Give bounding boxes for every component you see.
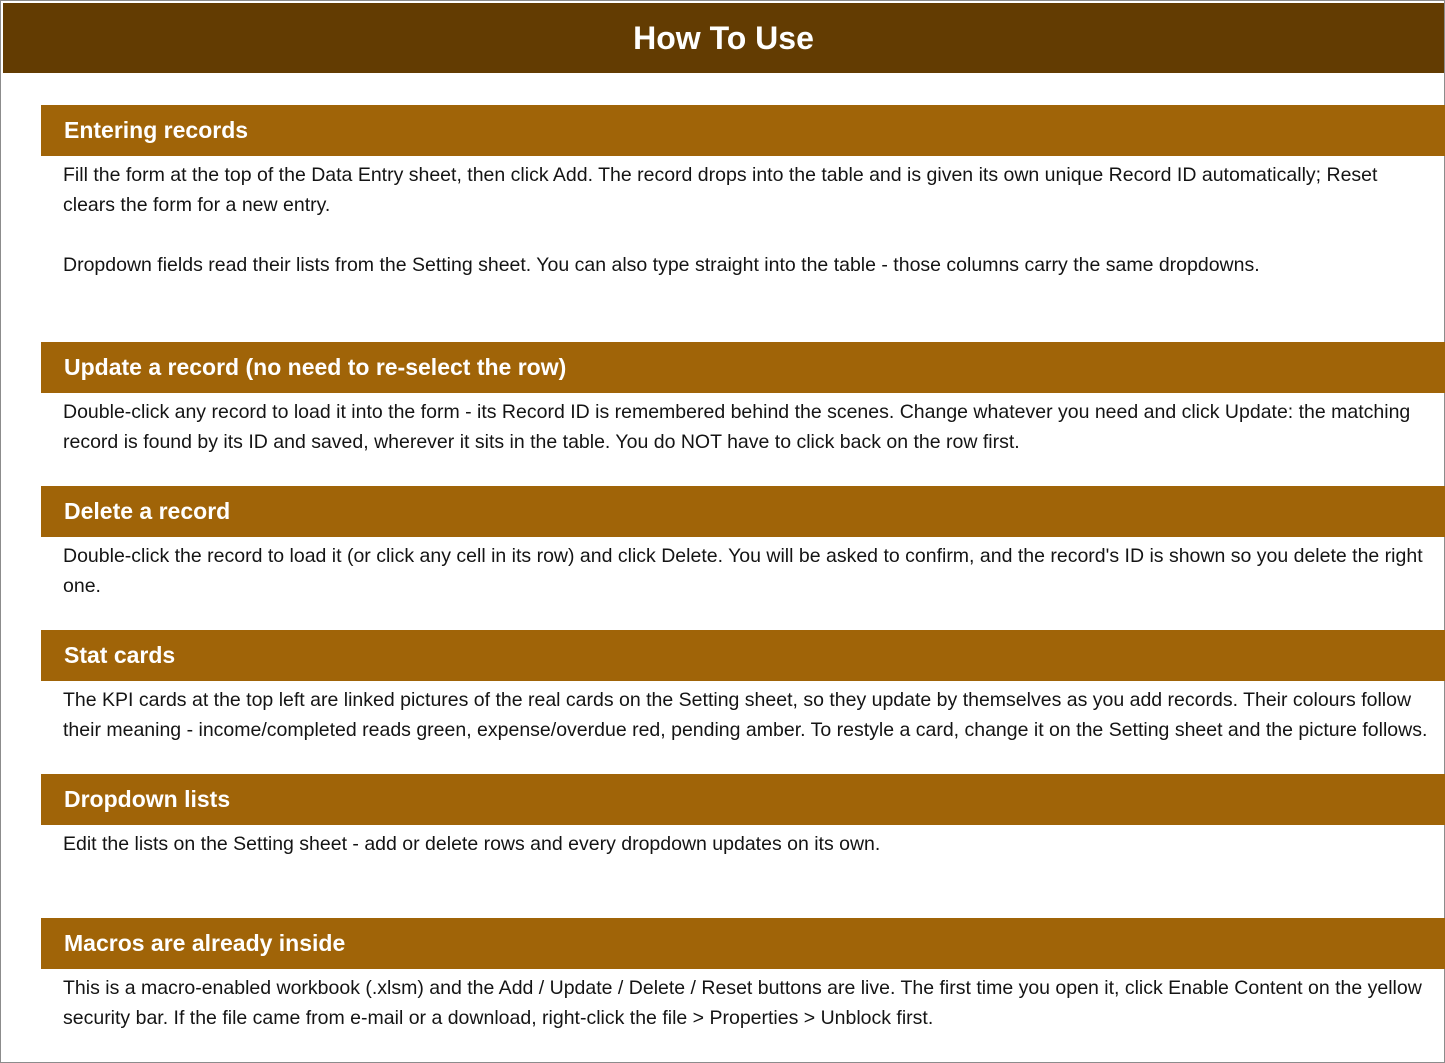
section-heading: Dropdown lists [64,786,231,812]
section-paragraph: Edit the lists on the Setting sheet - add or delete rows and every dropdown updates on its own. [63,833,881,855]
section-paragraph: The KPI cards at the top left are linked pictures of the real cards on the Setting sheet, so they update by themselves as you add records. Their colours follow their meaning - income/completed reads green, expense/overdue red, pending amber. To restyle a card, change it on the Setting sheet and the picture follows. [63,689,1428,741]
section-header [41,630,1445,681]
section-body [41,537,1445,601]
section-header [41,774,1445,825]
section-paragraph: Fill the form at the top of the Data Entry sheet, then click Add. The record drops into the table and is given its own unique Record ID automatically; Reset clears the form for a new entry. [63,164,1378,216]
section-paragraph: Double-click the record to load it (or click any cell in its row) and click Delete. You will be asked to confirm, and the record's ID is shown so you delete the right one. [63,545,1423,597]
section-heading: Macros are already inside [64,930,346,956]
section-body [41,969,1445,1033]
section-paragraph: This is a macro-enabled workbook (.xlsm) and the Add / Update / Delete / Reset buttons are live. The first time you open it, click Enable Content on the yellow security bar. If the file came from e-mail or a download, right-click the file > Properties > Unblock first. [63,977,1422,1029]
section-paragraph: Dropdown fields read their lists from the Setting sheet. You can also type straight into the table - those columns carry the same dropdowns. [63,254,1260,276]
section-header [41,486,1445,537]
section-header [41,105,1445,156]
section-header [41,918,1445,969]
page-title: How To Use [633,19,814,56]
section-macros [41,918,1445,1033]
section-heading: Stat cards [64,642,176,668]
section-body [41,156,1445,280]
section-body [41,825,1445,859]
section-heading: Delete a record [64,498,231,524]
section-stat-cards [41,630,1445,745]
section-entering-records [41,105,1445,280]
section-delete-record [41,486,1445,601]
page-header [3,3,1444,73]
section-dropdown-lists [41,774,1445,859]
section-heading: Update a record (no need to re-select the row) [64,354,567,380]
section-heading: Entering records [64,117,249,143]
section-body [41,681,1445,745]
section-header [41,342,1445,393]
section-update-record [41,342,1445,457]
section-body [41,393,1445,457]
section-paragraph: Double-click any record to load it into the form - its Record ID is remembered behind the scenes. Change whatever you need and click Update: the matching record is found by its ID and saved, wherever it sits in the table. You do NOT have to click back on the row first. [63,401,1411,453]
